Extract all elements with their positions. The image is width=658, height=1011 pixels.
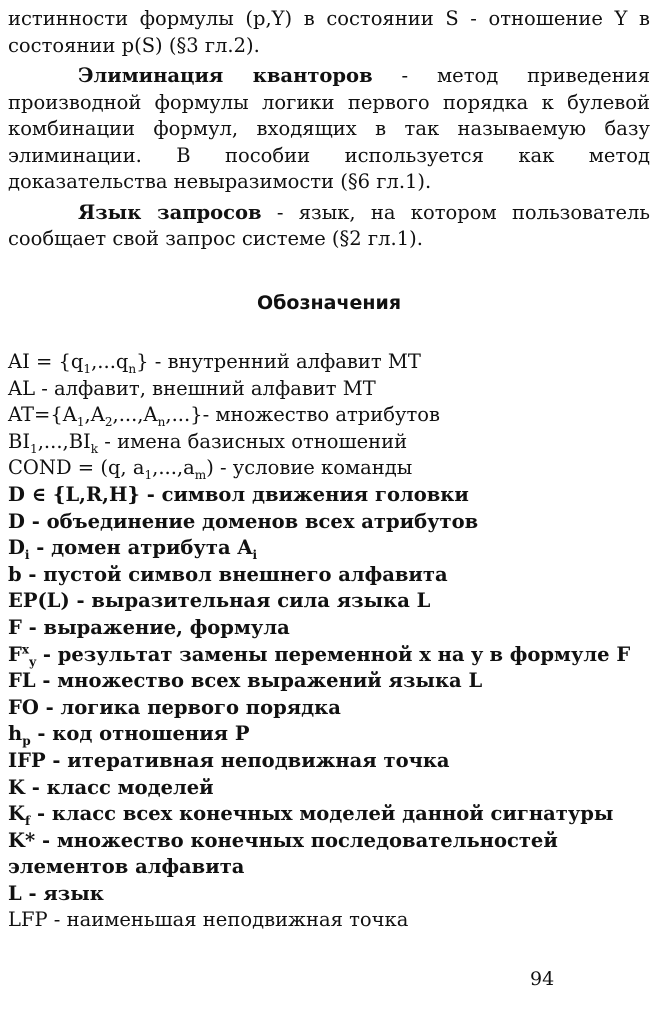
notation-description: - имена базисных отношений (98, 429, 408, 453)
glossary-term: Язык запросов (78, 200, 262, 224)
notation-item (8, 535, 650, 562)
notation-item (8, 482, 650, 509)
notation-symbol-part: 1 (30, 441, 38, 456)
glossary-entry (8, 200, 650, 253)
notation-symbol-part: D ∈ {L,R,H} (8, 482, 140, 506)
notation-description: - язык (21, 881, 104, 905)
notation-symbol-part: FL (8, 669, 36, 693)
notation-description: - результат замены переменной x на y в формуле F (36, 642, 631, 666)
notation-item (8, 429, 650, 456)
notation-symbol-part: ,...q (91, 350, 129, 373)
glossary-definition: - язык, на котором пользователь сообщает свой запрос системе (§2 гл.1). (8, 200, 650, 250)
notation-description: - логика первого порядка (38, 695, 341, 719)
notation-symbol-part: LFP (8, 908, 48, 932)
notation-description: - класс всех конечных моделей данной сигнатуры (30, 802, 614, 826)
notation-symbol-part: p (22, 734, 31, 749)
notation-symbol-part: 1 (83, 361, 92, 376)
notation-symbol-part: i (252, 548, 258, 563)
notation-item (8, 562, 650, 589)
notation-symbol-part: BI (8, 429, 31, 453)
notation-symbol-part: EP(L) (8, 589, 70, 613)
notation-description: - домен атрибута A (29, 536, 253, 560)
notation-item (8, 376, 650, 403)
notation-symbol-part: AT={A (8, 403, 77, 427)
notation-symbol-part: AI = {q (8, 350, 84, 373)
glossary-entry (8, 63, 650, 196)
notation-symbol-part: ,...,BI (37, 429, 91, 453)
notation-description: - объединение доменов всех атрибутов (24, 509, 479, 533)
notation-symbol-part: ,...,a (152, 456, 195, 480)
notation-item (8, 642, 650, 669)
notation-description: - код отношения P (30, 722, 250, 746)
notation-symbol-part: k (90, 441, 99, 456)
notation-symbol-part: F (8, 642, 22, 666)
notation-symbol-part: AL (8, 376, 36, 400)
notation-symbol-part: L (8, 881, 22, 905)
notation-item (8, 509, 650, 536)
notation-description: ) - условие команды (206, 456, 413, 480)
section-heading: Обозначения (256, 292, 402, 314)
notation-item (8, 668, 650, 695)
notation-symbol-part: COND = (q, a (8, 456, 145, 480)
notation-list (8, 349, 650, 934)
notation-description: - итеративная неподвижная точка (45, 748, 450, 772)
notation-item (8, 775, 650, 802)
notation-symbol-part: x (21, 642, 30, 657)
notation-item (8, 801, 650, 828)
notation-item (8, 828, 650, 881)
notation-item (8, 721, 650, 748)
notation-description: - множество конечных последовательностей элементов алфавита (8, 828, 558, 879)
notation-symbol-part: 2 (104, 415, 113, 430)
notation-symbol-part: n (128, 361, 137, 376)
page-number: 94 (530, 968, 555, 990)
notation-symbol-part: K* (8, 828, 36, 852)
notation-symbol-part: y (29, 654, 37, 669)
notation-item (8, 881, 650, 908)
notation-symbol-part: 1 (144, 468, 153, 483)
notation-description: - наименьшая неподвижная точка (47, 908, 409, 932)
glossary-section (8, 6, 650, 257)
notation-symbol-part: b (8, 562, 22, 586)
notation-description: - выражение, формула (21, 615, 290, 639)
notation-symbol-part: 1 (76, 415, 85, 430)
notation-symbol-part: K (8, 775, 25, 799)
notation-item (8, 455, 650, 482)
notation-symbol-part: D (8, 509, 25, 533)
notation-symbol-part: ,A (84, 403, 105, 427)
notation-symbol-part: ,...,A (112, 403, 158, 427)
notation-description: - пустой символ внешнего алфавита (21, 562, 448, 586)
notation-symbol-part: K (8, 802, 25, 826)
notation-item (8, 402, 650, 429)
notation-item (8, 349, 650, 376)
notation-description: - символ движения головки (139, 482, 469, 506)
notation-symbol-part: h (8, 722, 23, 746)
notation-symbol-part: n (157, 415, 166, 430)
notation-description: - выразительная сила языка L (69, 589, 431, 613)
notation-symbol-part: D (8, 536, 25, 560)
notation-description: } - внутренний алфавит МТ (136, 350, 421, 373)
glossary-continuation: истинности формулы (p,Y) в состоянии S - отношение Y в состоянии p(S) (§3 гл.2). (8, 7, 650, 57)
notation-symbol-part: F (8, 615, 22, 639)
notation-description: - алфавит, внешний алфавит МТ (35, 376, 376, 400)
notation-description: - класс моделей (24, 775, 214, 799)
glossary-definition: - метод приведения производной формулы логики первого порядка к булевой комбинации формул, входящих в так называемую базу элиминации. В пособии используется как метод доказательства невыразимости (§6 гл.1). (8, 64, 650, 193)
notation-symbol-part: IFP (8, 748, 46, 772)
notation-symbol-part: f (24, 813, 31, 828)
notation-item (8, 695, 650, 722)
notation-symbol-part: i (24, 548, 30, 563)
glossary-term: Элиминация кванторов (78, 64, 373, 87)
notation-description: - множество всех выражений языка L (35, 669, 483, 693)
notation-item (8, 615, 650, 642)
notation-item (8, 748, 650, 775)
notation-symbol-part: FO (8, 695, 39, 719)
notation-description: ,...}- множество атрибутов (165, 403, 440, 427)
notation-item (8, 907, 650, 934)
notation-symbol-part: m (194, 468, 207, 483)
notation-item (8, 588, 650, 615)
